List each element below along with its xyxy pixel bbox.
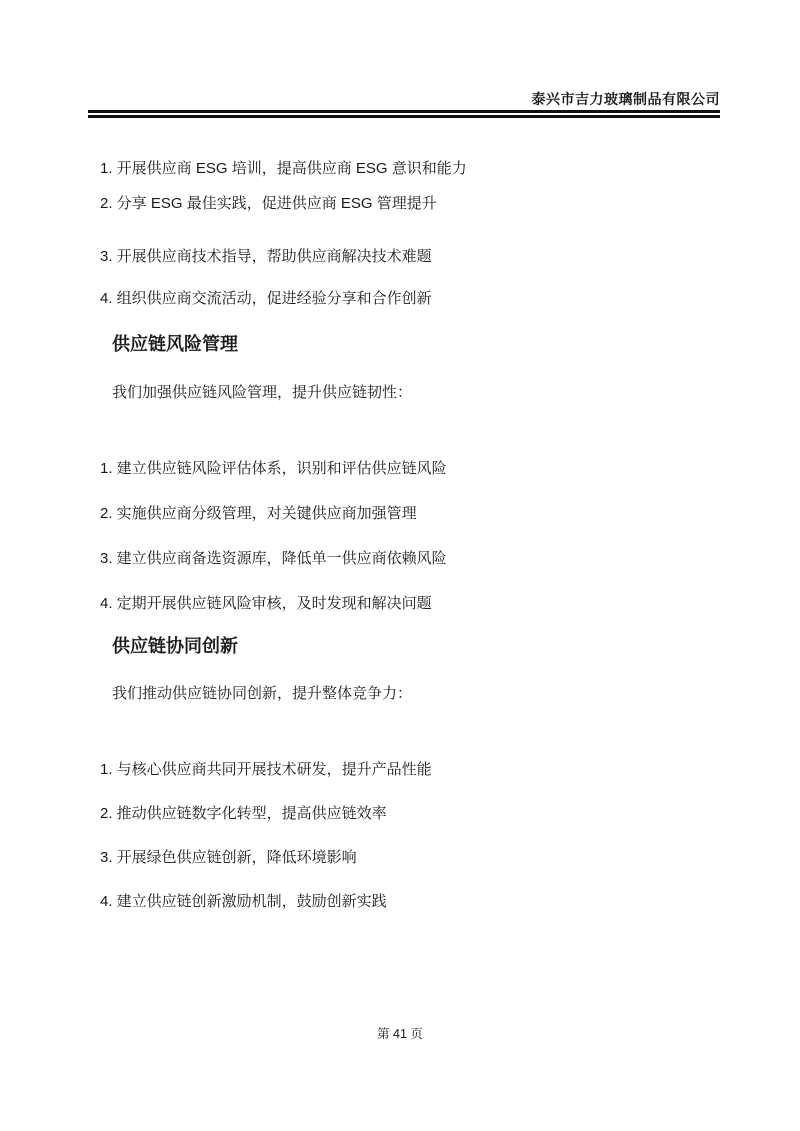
company-name: 泰兴市吉力玻璃制品有限公司 <box>531 91 720 107</box>
section-intro: 我们加强供应链风险管理，提升供应链韧性： <box>112 384 413 401</box>
list-item: 1. 建立供应链风险评估体系，识别和评估供应链风险 <box>100 460 447 477</box>
list-item: 2. 实施供应商分级管理，对关键供应商加强管理 <box>100 505 417 522</box>
list-item: 4. 建立供应链创新激励机制，鼓励创新实践 <box>100 893 387 910</box>
page-footer <box>0 1024 800 1042</box>
list-item: 2. 分享 ESG 最佳实践，促进供应商 ESG 管理提升 <box>100 195 437 212</box>
list-item: 3. 开展绿色供应链创新，降低环境影响 <box>100 849 357 866</box>
list-item: 1. 开展供应商 ESG 培训，提高供应商 ESG 意识和能力 <box>100 160 467 177</box>
list-item: 3. 开展供应商技术指导，帮助供应商解决技术难题 <box>100 248 432 265</box>
list-item: 4. 组织供应商交流活动，促进经验分享和合作创新 <box>100 290 432 307</box>
header-rule-bottom-line <box>88 115 720 118</box>
list-item: 3. 建立供应商备选资源库，降低单一供应商依赖风险 <box>100 550 447 567</box>
header-rule <box>88 110 720 118</box>
page-number: 第 41 页 <box>377 1027 423 1041</box>
list-item: 4. 定期开展供应链风险审核，及时发现和解决问题 <box>100 595 432 612</box>
list-item: 1. 与核心供应商共同开展技术研发，提升产品性能 <box>100 761 432 778</box>
section-heading-risk-management: 供应链风险管理 <box>112 334 238 354</box>
section-intro: 我们推动供应链协同创新，提升整体竞争力： <box>112 685 413 702</box>
section-heading-collaborative-innovation: 供应链协同创新 <box>112 636 238 656</box>
list-item: 2. 推动供应链数字化转型，提高供应链效率 <box>100 805 387 822</box>
